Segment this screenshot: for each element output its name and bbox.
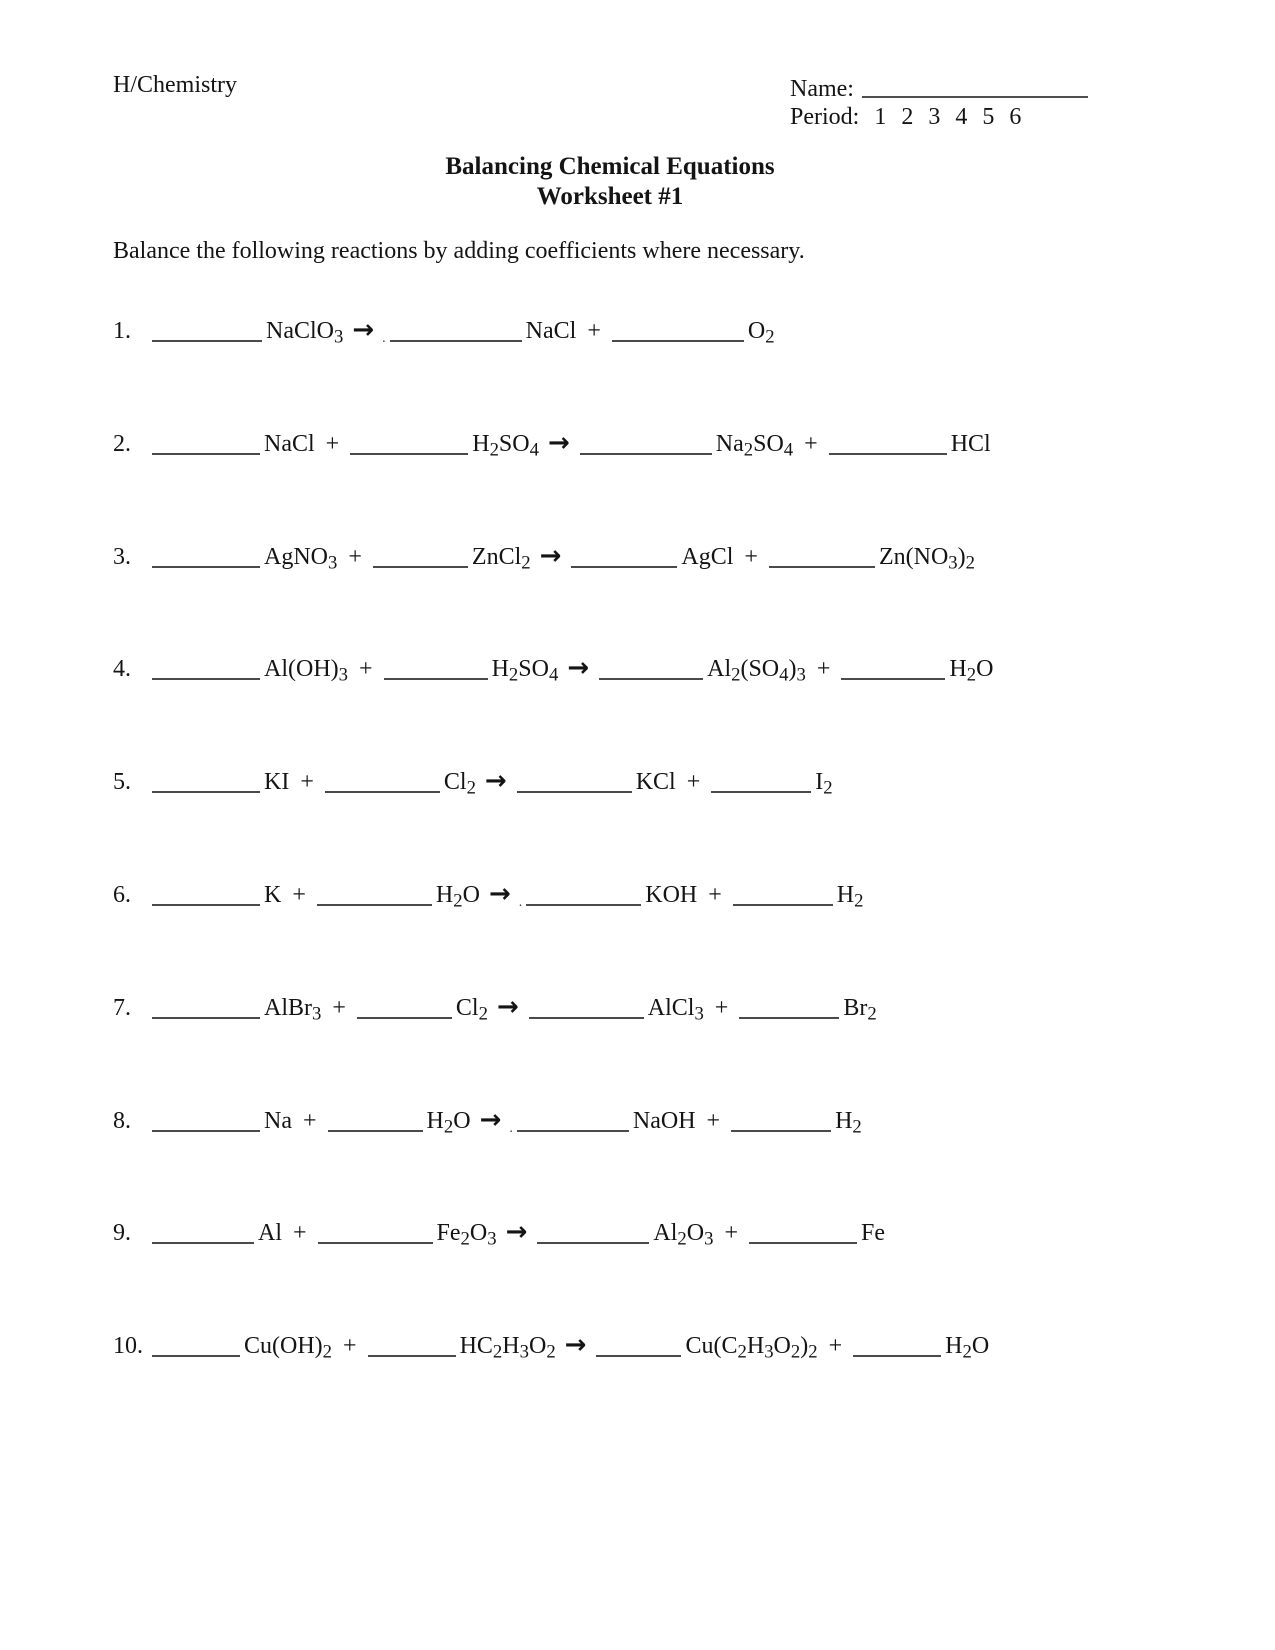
chemical-formula: NaOH (632, 1108, 696, 1134)
plus-sign: + (325, 431, 340, 457)
plus-sign: + (343, 1333, 357, 1359)
period-option: 2 (901, 104, 914, 130)
chemical-formula: KI (264, 769, 290, 795)
chemical-formula: KCl (635, 769, 676, 795)
coefficient-blank (384, 658, 488, 680)
coefficient-blank (749, 1222, 857, 1244)
plus-sign: + (744, 544, 758, 570)
coefficient-blank (517, 771, 632, 793)
coefficient-blank (599, 658, 703, 680)
chemical-formula: $I_2$ (815, 769, 833, 799)
coefficient-blank (841, 658, 945, 680)
chemical-formula: $Al_2(SO_4)_3$ (707, 656, 806, 686)
stray-period-mark: . (509, 1121, 513, 1136)
plus-sign: + (587, 318, 601, 344)
chemical-formula: $H_2O$ (435, 882, 480, 912)
coefficient-blank (328, 1110, 423, 1132)
chemical-formula: Fe (861, 1220, 886, 1246)
chemical-formula: AlCl$_3$ (647, 995, 704, 1025)
name-label: Name: (790, 76, 854, 102)
reaction-arrow-icon: → (547, 428, 570, 458)
plus-sign: + (293, 1220, 307, 1246)
course-label: H/Chemistry (113, 72, 237, 98)
equation-row (113, 1217, 887, 1255)
reaction-arrow-icon: → (567, 653, 590, 683)
plus-sign: + (708, 882, 722, 908)
chemical-formula: Al (258, 1220, 282, 1246)
coefficient-blank (769, 546, 875, 568)
instructions-text: Balance the following reactions by adding coefficients where necessary. (113, 238, 805, 264)
plus-sign: + (706, 1108, 721, 1134)
equation-number: 3. (113, 544, 131, 570)
period-option: 5 (982, 104, 995, 130)
plus-sign: + (804, 431, 818, 457)
coefficient-blank (853, 1335, 941, 1357)
chemical-formula: KOH (645, 882, 698, 908)
equation-number: 9. (113, 1220, 131, 1246)
chemical-formula: NaCl (525, 318, 577, 344)
equation-row (113, 879, 865, 918)
coefficient-blank (596, 1335, 681, 1357)
equation-row (113, 1330, 991, 1368)
period-option: 4 (955, 104, 968, 130)
reaction-arrow-icon: → (484, 766, 507, 796)
chemical-formula: $H_2O$ (945, 1333, 990, 1363)
equation-row (113, 653, 995, 691)
chemical-formula: $Cu(OH)_2$ (244, 1333, 333, 1363)
period-option: 6 (1009, 104, 1022, 130)
coefficient-blank (152, 884, 260, 906)
equation-number: 7. (113, 995, 131, 1021)
chemical-formula: $Cu(C_2H_3O_2)_2$ (685, 1333, 818, 1363)
chemical-formula: $H_2$ (836, 882, 864, 912)
chemical-formula: $Cl_2$ (443, 769, 476, 799)
coefficient-blank (739, 997, 839, 1019)
chemical-formula: $HC_2H_3O_2$ (459, 1333, 556, 1363)
chemical-formula: $Al_2O_3$ (653, 1220, 714, 1250)
equation-number: 8. (113, 1108, 131, 1134)
title-line-1: Balancing Chemical Equations (445, 153, 775, 180)
equation-row (113, 992, 879, 1030)
chemical-formula: Na (264, 1108, 292, 1134)
coefficient-blank (152, 1335, 240, 1357)
chemical-formula: $Zn(NO_3)_2$ (878, 544, 976, 574)
plus-sign: + (348, 544, 362, 570)
plus-sign: + (300, 769, 314, 795)
equation-number: 4. (113, 656, 131, 682)
reaction-arrow-icon: → (496, 992, 519, 1022)
equation-row (113, 541, 977, 579)
reaction-arrow-icon: → (505, 1217, 528, 1247)
period-option: 1 (874, 104, 887, 130)
coefficient-blank (152, 1222, 254, 1244)
chemical-formula: $Na_2SO_4$ (715, 431, 794, 461)
chemical-formula: $Al(OH)_3$ (264, 656, 349, 686)
coefficient-blank (711, 771, 811, 793)
title-line-2: Worksheet #1 (536, 183, 684, 210)
coefficient-blank (318, 1222, 433, 1244)
period-line (790, 104, 1021, 131)
coefficient-blank (731, 1110, 831, 1132)
plus-sign: + (686, 769, 701, 795)
plus-sign: + (302, 1108, 317, 1134)
coefficient-blank (317, 884, 432, 906)
coefficient-blank (571, 546, 677, 568)
chemical-formula: NaClO$_3$ (266, 318, 344, 348)
period-label: Period: (790, 104, 860, 130)
equation-number: 5. (113, 769, 131, 795)
coefficient-blank (152, 771, 260, 793)
coefficient-blank (152, 997, 260, 1019)
period-option: 3 (928, 104, 941, 130)
chemical-formula: $Cl_2$ (455, 995, 488, 1025)
coefficient-blank (829, 433, 947, 455)
equation-number: 6. (113, 882, 131, 908)
chemical-formula: $H_2SO_4$ (491, 656, 559, 686)
chemical-formula: AgNO$_3$ (264, 544, 338, 574)
reaction-arrow-icon: → (539, 541, 562, 571)
chemical-formula: $Br_2$ (843, 995, 877, 1025)
reaction-arrow-icon: → (564, 1330, 587, 1360)
plus-sign: + (816, 656, 831, 682)
reaction-arrow-icon: → (479, 1105, 502, 1135)
name-blank (862, 72, 1088, 98)
plus-sign: + (724, 1220, 739, 1246)
plus-sign: + (714, 995, 729, 1021)
coefficient-blank (529, 997, 644, 1019)
coefficient-blank (152, 658, 260, 680)
chemical-formula: $H_2O$ (949, 656, 994, 686)
coefficient-blank (152, 433, 260, 455)
plus-sign: + (292, 882, 306, 908)
reaction-arrow-icon: → (352, 315, 375, 345)
chemical-formula: $Fe_2O_3$ (436, 1220, 497, 1250)
worksheet-title (0, 152, 1220, 212)
coefficient-blank (350, 433, 468, 455)
coefficient-blank (580, 433, 712, 455)
plus-sign: + (359, 656, 373, 682)
plus-sign: + (828, 1333, 843, 1359)
coefficient-blank (325, 771, 440, 793)
chemical-formula: $H_2$ (835, 1108, 862, 1138)
equation-row (113, 428, 993, 466)
coefficient-blank (733, 884, 833, 906)
coefficient-blank (152, 546, 260, 568)
coefficient-blank (517, 1110, 629, 1132)
chemical-formula: $H_2SO_4$ (472, 431, 539, 461)
coefficient-blank (368, 1335, 456, 1357)
coefficient-blank (152, 1110, 260, 1132)
stray-period-mark: . (382, 331, 386, 346)
chemical-formula: AlBr$_3$ (264, 995, 322, 1025)
chemical-formula: $H_2O$ (426, 1108, 471, 1138)
equation-number: 1. (113, 318, 131, 344)
coefficient-blank (373, 546, 468, 568)
stray-period-mark: . (518, 895, 523, 910)
equation-number: 2. (113, 431, 131, 457)
equation-number: 10. (113, 1333, 143, 1359)
coefficient-blank (526, 884, 641, 906)
coefficient-blank (537, 1222, 649, 1244)
chemical-formula: HCl (950, 431, 991, 457)
chemical-formula: NaCl (264, 431, 315, 457)
equation-row (113, 315, 777, 354)
coefficient-blank (390, 320, 522, 342)
chemical-formula: K (264, 882, 282, 908)
coefficient-blank (612, 320, 744, 342)
coefficient-blank (152, 320, 262, 342)
plus-sign: + (332, 995, 346, 1021)
equation-row (113, 766, 835, 804)
chemical-formula: ZnCl$_2$ (471, 544, 531, 574)
coefficient-blank (357, 997, 452, 1019)
equation-row (113, 1105, 864, 1144)
chemical-formula: $O_2$ (747, 318, 775, 348)
chemical-formula: AgCl (681, 544, 734, 570)
reaction-arrow-icon: → (488, 879, 511, 909)
period-options (859, 104, 1021, 130)
name-line (790, 72, 1088, 103)
